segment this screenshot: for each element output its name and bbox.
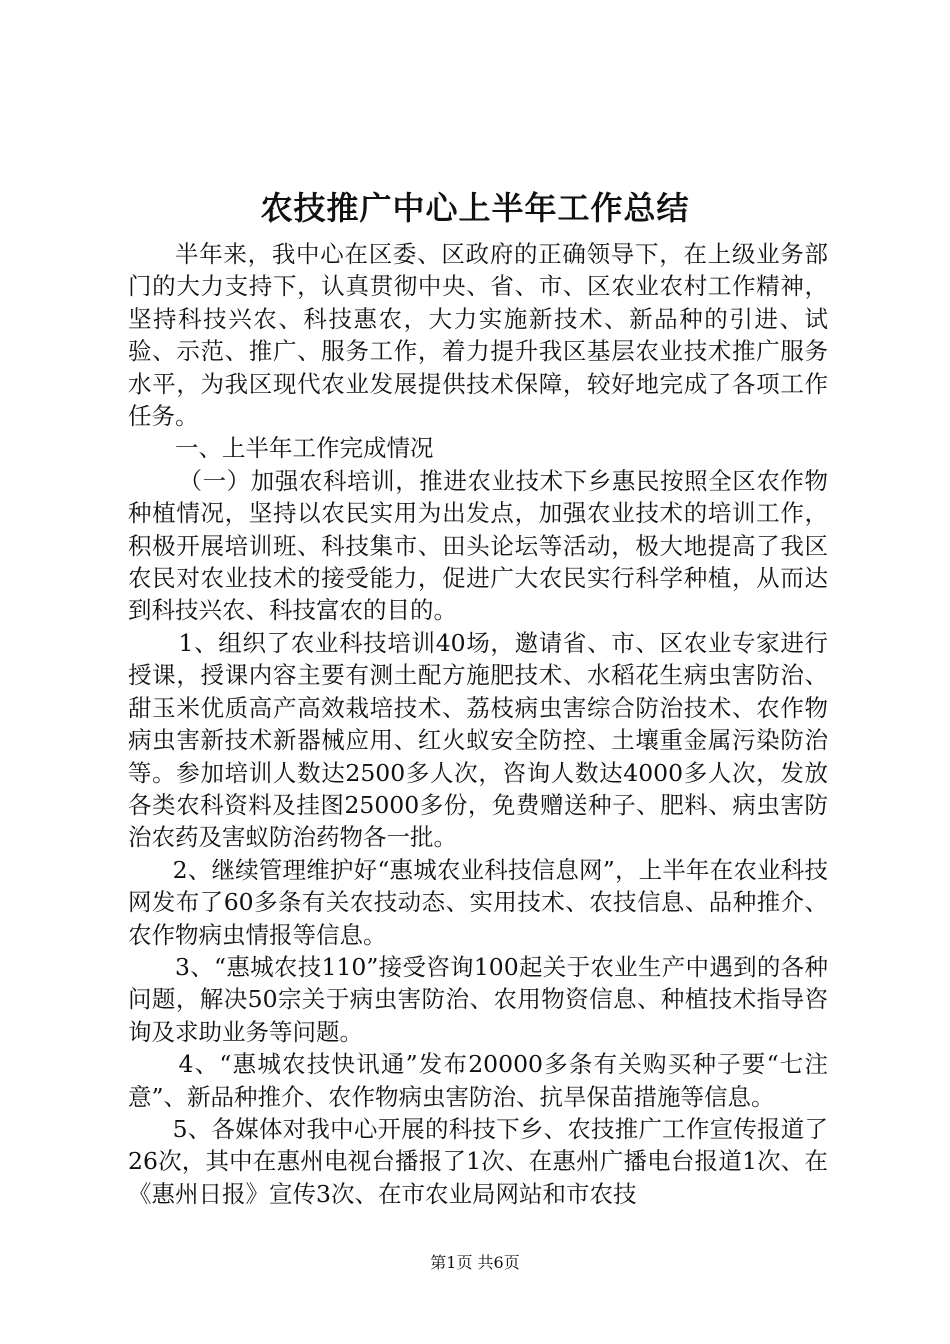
- item-paragraph-1: 1、组织了农业科技培训40场，邀请省、市、区农业专家进行授课，授课内容主要有测土配方施肥技术、水稻花生病虫害防治、甜玉米优质高产高效栽培技术、荔枝病虫害综合防治技术、农作物病虫害新技术新器械应用、红火蚁安全防控、土壤重金属污染防治等。参加培训人数达2500多人次，咨询人数达4000多人次，发放各类农科资料及挂图25000多份，免费赠送种子、肥料、病虫害防治农药及害蚁防治药物各一批。: [128, 628, 828, 852]
- item-paragraph-3: 3、“惠城农技110”接受咨询100起关于农业生产中遇到的各种问题，解决50宗关于病虫害防治、农用物资信息、种植技术指导咨询及求助业务等问题。: [128, 952, 828, 1046]
- item-paragraph-2: 2、继续管理维护好“惠城农业科技信息网”，上半年在农业科技网发布了60多条有关农技动态、实用技术、农技信息、品种推介、农作物病虫情报等信息。: [128, 855, 828, 949]
- page-footer: 第1页 共6页: [430, 1253, 520, 1272]
- item-paragraph-4: 4、“惠城农技快讯通”发布20000多条有关购买种子要“七注意”、新品种推介、农作物病虫害防治、抗旱保苗措施等信息。: [128, 1050, 828, 1111]
- section-heading: 一、上半年工作完成情况: [175, 434, 434, 463]
- document-title: 农技推广中心上半年工作总结: [260, 189, 690, 227]
- intro-paragraph: 半年来，我中心在区委、区政府的正确领导下，在上级业务部门的大力支持下，认真贯彻中央、省、市、区农业农村工作精神，坚持科技兴农、科技惠农，大力实施新技术、新品种的引进、试验、示范、推广、服务工作，着力提升我区基层农业技术推广服务水平，为我区现代农业发展提供技术保障，较好地完成了各项工作任务。: [128, 240, 828, 431]
- document-body: [128, 238, 828, 1210]
- item-paragraph-5: 5、各媒体对我中心开展的科技下乡、农技推广工作宣传报道了26次，其中在惠州电视台播报了1次、在惠州广播电台报道1次、在《惠州日报》宣传3次、在市农业局网站和市农技: [128, 1114, 828, 1208]
- subsection-paragraph: （一）加强农科培训，推进农业技术下乡惠民按照全区农作物种植情况，坚持以农民实用为出发点，加强农业技术的培训工作，积极开展培训班、科技集市、田头论坛等活动，极大地提高了我区农民对农业技术的接受能力，促进广大农民实行科学种植，从而达到科技兴农、科技富农的目的。: [128, 466, 828, 625]
